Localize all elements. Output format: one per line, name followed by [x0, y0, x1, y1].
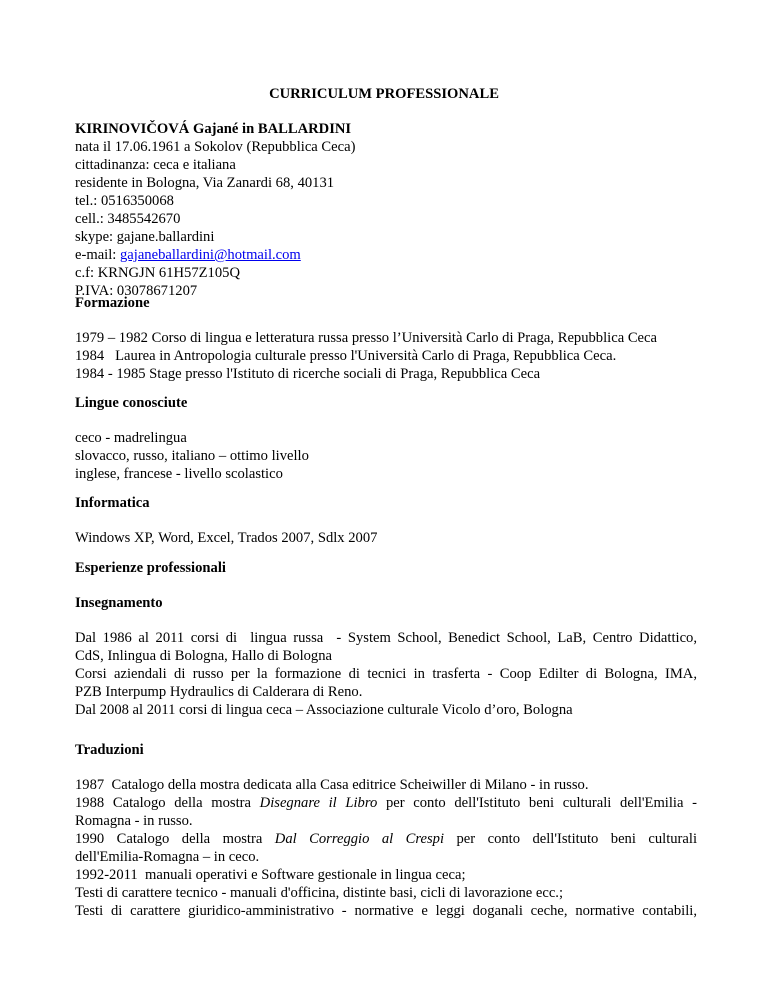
section-informatica	[75, 529, 697, 547]
traduzione-text: per conto dell'Istituto beni culturali	[444, 831, 697, 847]
traduzione-line: dell'Emilia-Romagna – in ceco.	[75, 849, 260, 865]
section-formazione	[75, 329, 697, 383]
lingua-item: slovacco, russo, italiano – ottimo livello	[75, 448, 309, 464]
section-traduzioni	[75, 776, 697, 920]
heading-formazione: Formazione	[75, 295, 150, 311]
formazione-item: 1984 - 1985 Stage presso l'Istituto di ricerche sociali di Praga, Repubblica Ceca	[75, 366, 541, 382]
heading-lingue: Lingue conosciute	[75, 395, 188, 411]
codice-fiscale: c.f: KRNGJN 61H57Z105Q	[75, 265, 240, 281]
skype: skype: gajane.ballardini	[75, 229, 215, 245]
section-lingue-heading	[75, 394, 697, 412]
insegnamento-line: PZB Interpump Hydraulics di Calderara di Reno.	[75, 684, 363, 700]
heading-traduzioni: Traduzioni	[75, 742, 144, 758]
traduzione-text: 1988 Catalogo della mostra	[75, 795, 260, 811]
insegnamento-line: Dal 2008 al 2011 corsi di lingua ceca – Associazione culturale Vicolo d’oro, Bologna	[75, 702, 573, 718]
insegnamento-line: CdS, Inlingua di Bologna, Hallo di Bologna	[75, 648, 333, 664]
exhibition-title: Disegnare il Libro	[259, 795, 378, 811]
person-name: KIRINOVIČOVÁ Gajané in BALLARDINI	[75, 121, 352, 137]
email-line	[75, 246, 697, 264]
email-link[interactable]: gajaneballardini@hotmail.com	[119, 247, 301, 263]
section-lingue	[75, 429, 697, 483]
section-informatica-heading	[75, 494, 697, 512]
heading-informatica: Informatica	[75, 495, 150, 511]
telephone: tel.: 0516350068	[75, 193, 174, 209]
lingua-item: ceco - madrelingua	[75, 430, 187, 446]
birth-info: nata il 17.06.1961 a Sokolov (Repubblica Ceca)	[75, 139, 356, 155]
informatica-text: Windows XP, Word, Excel, Trados 2007, Sdlx 2007	[75, 530, 378, 546]
traduzione-line: Romagna - in russo.	[75, 813, 193, 829]
traduzione-line: Testi di carattere giuridico-amministrativo - normative e leggi doganali ceche, normative contabili,	[75, 903, 697, 919]
formazione-item: 1984 Laurea in Antropologia culturale presso l'Università Carlo di Praga, Repubblica Ceca.	[75, 348, 617, 364]
email-label: e-mail:	[75, 247, 120, 263]
traduzione-line: 1987 Catalogo della mostra dedicata alla Casa editrice Scheiwiller di Milano - in russo.	[75, 777, 589, 793]
cellphone: cell.: 3485542670	[75, 211, 181, 227]
insegnamento-line: Corsi aziendali di russo per la formazione di tecnici in trasferta - Coop Edilter di Bologna, IMA,	[75, 666, 697, 682]
heading-insegnamento: Insegnamento	[75, 595, 163, 611]
heading-esperienze: Esperienze professionali	[75, 560, 226, 576]
personal-info	[75, 120, 697, 300]
traduzione-line	[75, 794, 697, 812]
exhibition-title: Dal Correggio al Crespi	[274, 831, 445, 847]
lingua-item: inglese, francese - livello scolastico	[75, 466, 283, 482]
partita-iva: P.IVA: 03078671207	[75, 283, 198, 299]
section-insegnamento	[75, 629, 697, 719]
traduzione-text: 1990 Catalogo della mostra	[75, 831, 275, 847]
traduzione-line: 1992-2011 manuali operativi e Software gestionale in lingua ceca;	[75, 867, 466, 883]
citizenship: cittadinanza: ceca e italiana	[75, 157, 236, 173]
traduzione-text: per conto dell'Istituto beni culturali dell'Emilia -	[377, 795, 697, 811]
section-formazione-heading	[75, 294, 697, 312]
residence: residente in Bologna, Via Zanardi 68, 40131	[75, 175, 335, 191]
section-traduzioni-heading	[75, 741, 697, 759]
document-title: CURRICULUM PROFESSIONALE	[269, 86, 499, 102]
section-insegnamento-heading	[75, 594, 697, 612]
formazione-item: 1979 – 1982 Corso di lingua e letteratura russa presso l’Università Carlo di Praga, Repubblica Ceca	[75, 330, 657, 346]
traduzione-line: Testi di carattere tecnico - manuali d'officina, distinte basi, cicli di lavorazione ecc.;	[75, 885, 563, 901]
insegnamento-line: Dal 1986 al 2011 corsi di lingua russa - System School, Benedict School, LaB, Centro Didattico,	[75, 630, 697, 646]
section-esperienze-heading	[75, 559, 697, 577]
traduzione-line	[75, 830, 697, 848]
